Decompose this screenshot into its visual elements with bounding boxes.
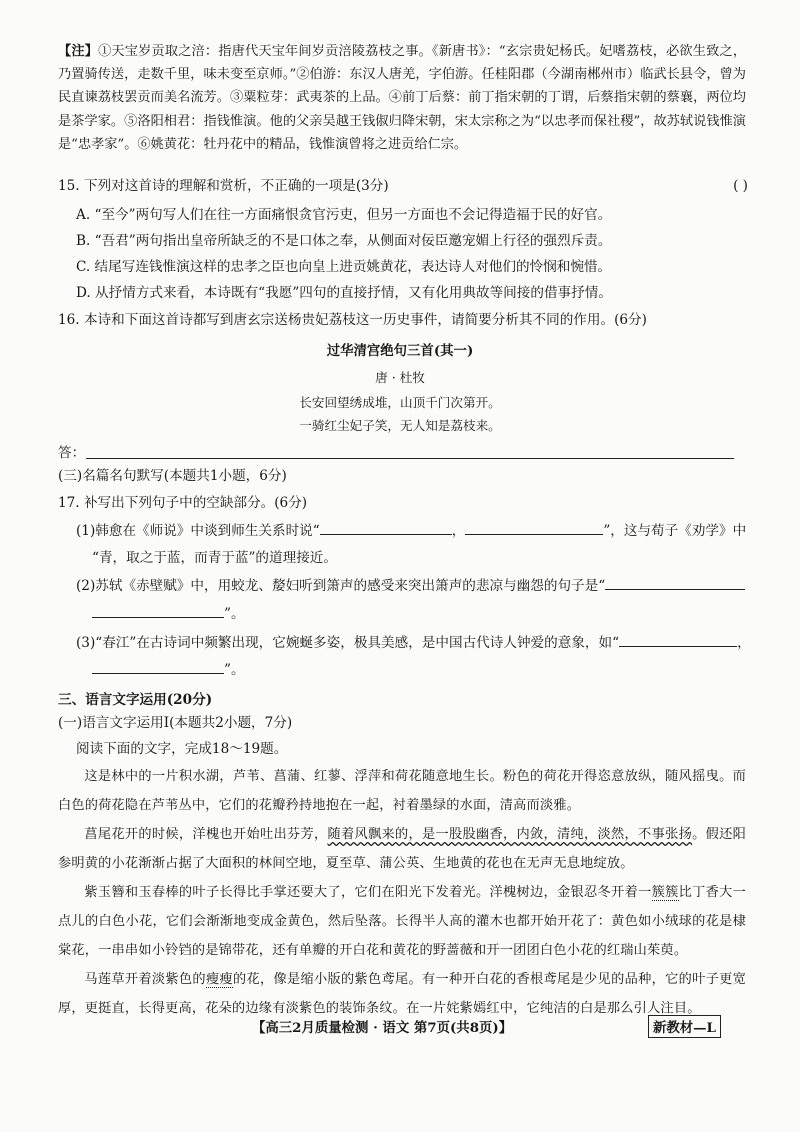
footer-page-info: 【高三2月质量检测 · 语文 第7页(共8页)】: [252, 1020, 513, 1036]
option-c: C. 结尾写连钱惟演这样的忠孝之臣也向皇上进贡姚黄花，表达诗人对他们的怜悯和惋惜。: [76, 259, 612, 275]
poem-title: 过华清宫绝句三首(其一): [326, 343, 474, 359]
notes-block: [58, 40, 746, 156]
question-15-stem: [58, 176, 748, 196]
q17-item-3-pre: (3)“春江”在古诗词中频繁出现，它婉蜒多姿，极具美感，是中国古代诗人钟爱的意象，如“: [76, 635, 620, 651]
fill-blank[interactable]: [619, 633, 737, 647]
fill-blank[interactable]: [92, 604, 224, 618]
fill-blank[interactable]: [92, 660, 224, 674]
p2-text-a: 菖尾花开的时候，洋槐也开始吐出芬芳，: [84, 827, 328, 842]
fill-blank[interactable]: [320, 521, 452, 535]
wavy-underlined-text: 随着风飘来的，是一股股幽香，内敛，清纯，淡然，不事张扬: [327, 827, 693, 842]
poem-line-2: 一骑红尘妃子笑，无人知是荔枝来。: [299, 418, 501, 433]
fill-blank[interactable]: [605, 576, 745, 590]
q17-item-3-post: ，: [737, 635, 751, 651]
answer-label: 答：: [58, 445, 86, 461]
option-b: B. “吾君”两句指出皇帝所缺乏的不是口体之奉，从侧面对佞臣邀宠媚上行径的强烈斥责。: [76, 233, 612, 249]
edition-badge: 新教材—L: [648, 1015, 721, 1038]
q17-item-3: [76, 633, 766, 653]
p2-text-b: 。假还阳参明黄的小花渐渐占据了大面积的林间空地，夏至草、蒲公英、生地黄的花也在无声无息地绽放。: [58, 827, 746, 871]
q17-item-1-cont: “青，取之于蓝，而青于蓝”的道理接近。: [92, 550, 337, 566]
p3-text-a: 紫玉簪和玉春棒的叶子长得比手掌还要大了，它们在阳光下发着光。洋槐树边，金银忍冬开着一: [84, 885, 652, 900]
q17-item-2: [76, 576, 766, 596]
q17-item-1-mid: ，: [451, 523, 466, 539]
q17-item-1: [76, 521, 766, 541]
notes-tag: 【注】: [58, 44, 99, 59]
q17-item-2-pre: (2)苏轼《赤壁赋》中，用蛟龙、嫠妇听到箫声的感受来突出箫声的悲凉与幽怨的句子是“: [76, 578, 606, 594]
p3-text-b: 比丁香大一点儿的白色小花，它们会渐渐地变成金黄色，然后坠落。长得半人高的灌木也都开始开花了：黄色如小绒球的花是棣棠花，一串串如小铃铛的是锦带花，还有单瓣的开白花和黄花的野蔷薇和开一团团白色小花的红瑞山茱萸。: [58, 885, 746, 958]
reading-passage: [58, 762, 746, 1023]
q17-item-2-cont: [92, 604, 782, 624]
passage-paragraph-2: [58, 820, 746, 878]
question-16-stem: 16. 本诗和下面这首诗都写到唐玄宗送杨贵妃荔枝这一历史事件，请简要分析其不同的作用。(6分): [58, 312, 647, 328]
question-15-text: 15. 下列对这首诗的理解和赏析，不正确的一项是(3分): [58, 178, 389, 194]
q17-item-3-end: ”。: [224, 662, 245, 678]
answer-paren: ( ): [733, 178, 748, 194]
p4-text-b: 的花，像是缩小版的紫色鸢尾。有一种开白花的香根鸢尾是少见的品种，它的叶子更宽厚，更挺直，长得更高，花朵的边缘有淡紫色的装饰条纹。在一片姹紫嫣红中，它纯洁的白是那么引人注目。: [58, 972, 746, 1016]
passage-paragraph-4: [58, 965, 746, 1023]
option-a: A. “至今”两句写人们在往一方面痛恨贪官污吏，但另一方面也不会记得造福于民的好官。: [76, 207, 612, 223]
part-3-subtitle: (一)语言文字运用Ⅰ(本题共2小题，7分): [58, 715, 293, 731]
question-17-stem: 17. 补写出下列句子中的空缺部分。(6分): [58, 495, 308, 511]
part-3-title: 三、语言文字运用(20分): [58, 692, 213, 708]
notes-text: ①天宝岁贡取之涪：指唐代天宝年间岁贡涪陵荔枝之事。《新唐书》：“玄宗贵妃杨氏。妃嗜荔枝，必欲生致之，乃置骑传送，走数千里，味未变至京师。”②伯游：东汉人唐羌，字伯游。任桂阳郡（今湖南郴州市）临武长县令，曾为民直谏荔枝罢贡而美名流芳。③粟粒芽：武夷茶的上品。④前丁后蔡：前丁指宋朝的丁谓，后蔡指宋朝的蔡襄，两位均是茶学家。⑤洛阳相君：指钱惟演。他的父亲吴越王钱俶归降宋朝，宋太宗称之为“以忠孝而保社稷”，故苏轼说钱惟演是“忠孝家”。⑥姚黄花：牡丹花中的精品，钱惟演曾将之进贡给仁宗。: [58, 44, 747, 152]
poem-author: 唐 · 杜牧: [375, 370, 425, 385]
p4-text-a: 马莲草开着淡紫色的: [84, 972, 206, 987]
option-d: D. 从抒情方式来看，本诗既有“我愿”四句的直接抒情，又有化用典故等间接的借事抒情。: [76, 285, 612, 301]
q17-item-2-end: ”。: [224, 606, 245, 622]
part-3-intro: 阅读下面的文字，完成18～19题。: [76, 741, 288, 757]
section-3-title: (三)名篇名句默写(本题共1小题，6分): [58, 468, 287, 484]
q17-item-1-pre: (1)韩愈在《师说》中谈到师生关系时说“: [76, 523, 320, 539]
poem-line-1: 长安回望绣成堆，山顶千门次第开。: [299, 395, 501, 410]
q17-item-3-cont: [92, 660, 782, 680]
passage-paragraph-3: [58, 878, 746, 965]
emphasis-dotted-text: 簇簇: [651, 885, 679, 900]
fill-blank[interactable]: [465, 521, 603, 535]
emphasis-dotted-text: 瘦瘦: [205, 972, 233, 987]
q17-item-1-post: ”，这与荀子《劝学》中: [603, 523, 747, 539]
answer-rule: [86, 458, 734, 459]
passage-paragraph-1: 这是林中的一片积水湖，芦苇、菖蒲、红蓼、浮萍和荷花随意地生长。粉色的荷花开得恣意放纵，随风摇曳。而白色的荷花隐在芦苇丛中，它们的花瓣矜持地抱在一起，衬着墨绿的水面，清高而淡雅。: [58, 769, 746, 813]
